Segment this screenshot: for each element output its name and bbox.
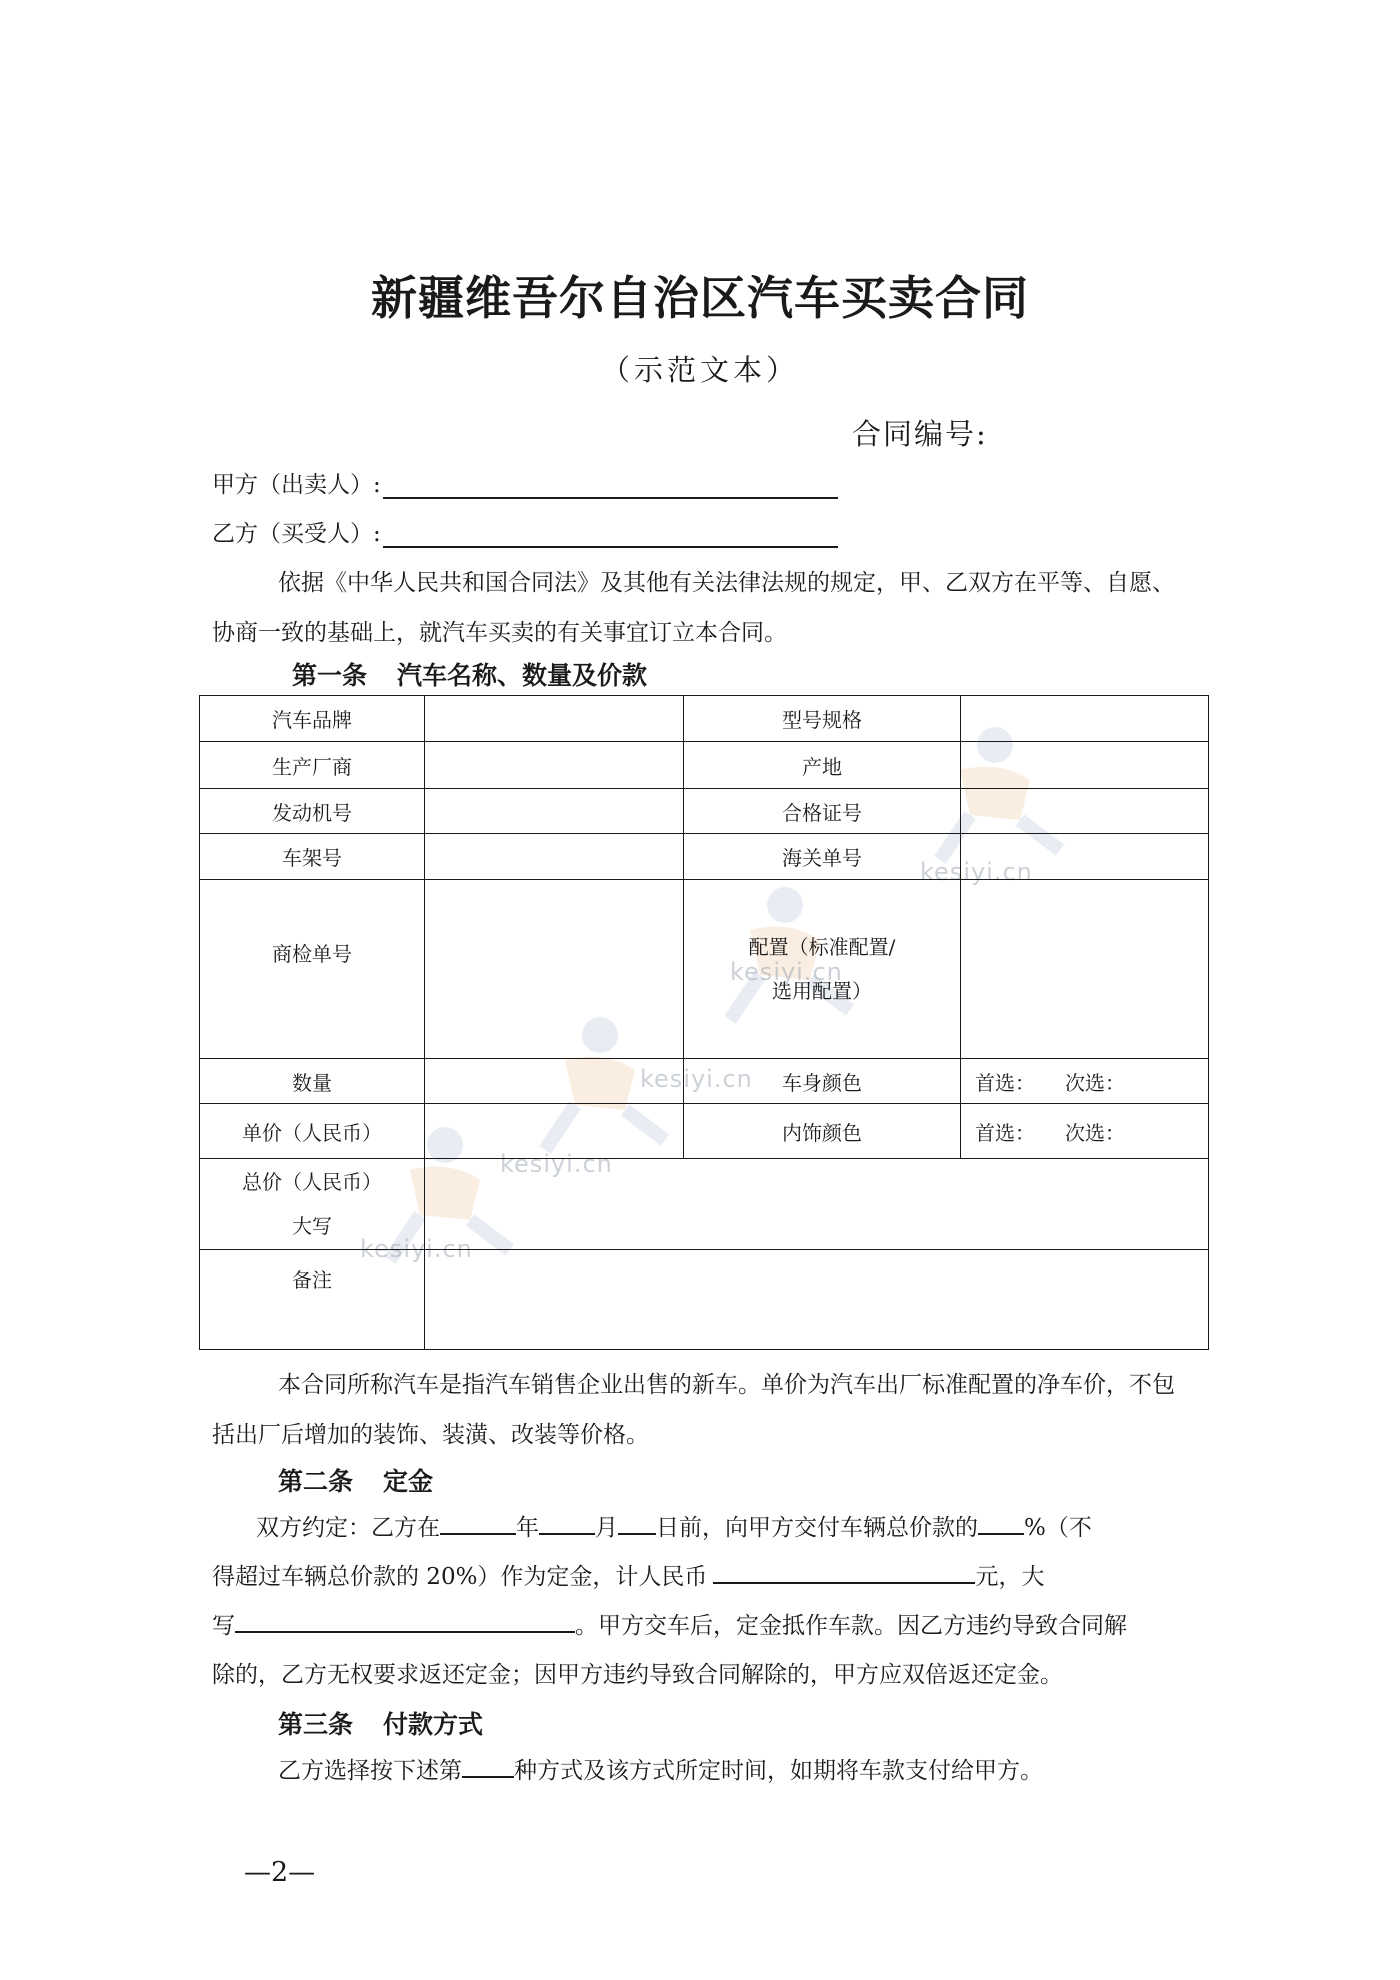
buyer-blank[interactable] — [383, 520, 838, 548]
deposit-clause-line2 — [212, 1552, 1192, 1602]
table-row — [200, 1159, 1209, 1250]
article-2-number: 第二条 — [278, 1467, 354, 1496]
table-row — [200, 1250, 1209, 1350]
deposit-day-blank[interactable] — [618, 1511, 656, 1535]
deposit-clause-line3 — [212, 1601, 1192, 1651]
article-2-heading — [278, 1462, 433, 1498]
deposit-clause-line1 — [212, 1503, 1192, 1553]
deposit-year-blank[interactable] — [440, 1511, 516, 1535]
unit-price-value-cell[interactable] — [425, 1104, 684, 1159]
deposit-text: %（不 — [1024, 1515, 1092, 1541]
deposit-text: 元，大 — [975, 1564, 1045, 1590]
frame-no-label: 车架号 — [200, 834, 425, 880]
watermark-text: kesiyi.cn — [500, 1150, 613, 1178]
seller-blank[interactable] — [383, 471, 838, 499]
buyer-label: 乙方（买受人）: — [212, 521, 381, 547]
document-title: 新疆维吾尔自治区汽车买卖合同 — [371, 271, 1029, 325]
configuration-label-line1: 配置（标准配置/ — [748, 935, 896, 959]
deposit-text: 得超过车辆总价款的 20%）作为定金，计人民币 — [212, 1564, 708, 1590]
deposit-percent-blank[interactable] — [978, 1511, 1024, 1535]
deposit-month-label: 月 — [595, 1515, 618, 1541]
table-row — [200, 789, 1209, 834]
body-color-label: 车身颜色 — [684, 1059, 961, 1104]
frame-no-value-cell[interactable] — [425, 834, 684, 880]
configuration-value-cell[interactable] — [961, 880, 1209, 1059]
page-number: —2— — [244, 1857, 316, 1888]
article-3-heading — [278, 1705, 483, 1741]
seller-label: 甲方（出卖人）: — [212, 472, 381, 498]
seller-row — [212, 466, 838, 499]
certificate-no-value-cell[interactable] — [961, 789, 1209, 834]
watermark-text: kesiyi.cn — [360, 1235, 473, 1263]
model-label: 型号规格 — [684, 696, 961, 742]
customs-no-label: 海关单号 — [684, 834, 961, 880]
article-1-number: 第一条 — [292, 661, 368, 690]
payment-text: 种方式及该方式所定时间，如期将车款支付给甲方。 — [514, 1758, 1043, 1784]
certificate-no-label: 合格证号 — [684, 789, 961, 834]
total-price-value-cell[interactable] — [425, 1159, 1209, 1250]
payment-text: 乙方选择按下述第 — [278, 1758, 462, 1784]
total-price-label — [200, 1159, 425, 1250]
payment-clause — [212, 1746, 1192, 1796]
body-color-second-label: 次选： — [1065, 1070, 1125, 1095]
article-3-name: 付款方式 — [383, 1710, 484, 1739]
configuration-label — [684, 880, 961, 1059]
table-row — [200, 742, 1209, 789]
deposit-amount-blank[interactable] — [713, 1560, 975, 1584]
buyer-row — [212, 515, 838, 548]
quantity-value-cell[interactable] — [425, 1059, 684, 1104]
total-price-label-line1: 总价（人民币） — [242, 1170, 382, 1194]
deposit-text: 写 — [212, 1613, 235, 1639]
quantity-label: 数量 — [200, 1059, 425, 1104]
deposit-text: 。甲方交车后，定金抵作车款。因乙方违约导致合同解 — [575, 1613, 1127, 1639]
unit-price-label: 单价（人民币） — [200, 1104, 425, 1159]
article-3-number: 第三条 — [278, 1710, 354, 1739]
watermark-text: kesiyi.cn — [920, 858, 1033, 886]
model-value-cell[interactable] — [961, 696, 1209, 742]
deposit-text: 日前，向甲方交付车辆总价款的 — [656, 1515, 978, 1541]
deposit-clause-line4: 除的，乙方无权要求返还定金；因甲方违约导致合同解除的，甲方应双倍返还定金。 — [212, 1662, 1063, 1688]
total-price-label-line2: 大写 — [292, 1214, 332, 1238]
manufacturer-value-cell[interactable] — [425, 742, 684, 789]
deposit-text: 双方约定：乙方在 — [256, 1515, 440, 1541]
brand-label: 汽车品牌 — [200, 696, 425, 742]
table-row — [200, 834, 1209, 880]
table-row — [200, 696, 1209, 742]
table-row — [200, 880, 1209, 1059]
remarks-value-cell[interactable] — [425, 1250, 1209, 1350]
watermark-text: kesiyi.cn — [730, 958, 843, 986]
vehicle-info-table — [199, 695, 1209, 1350]
inspection-no-value-cell[interactable] — [425, 880, 684, 1059]
inspection-no-label: 商检单号 — [200, 880, 425, 1059]
interior-color-label: 内饰颜色 — [684, 1104, 961, 1159]
configuration-label-line2: 选用配置） — [772, 979, 872, 1003]
customs-no-value-cell[interactable] — [961, 834, 1209, 880]
interior-color-value-cell[interactable] — [961, 1104, 1209, 1159]
deposit-month-blank[interactable] — [539, 1511, 595, 1535]
origin-label: 产地 — [684, 742, 961, 789]
article-1-heading — [292, 656, 647, 692]
document-subtitle: （示范文本） — [600, 353, 799, 387]
brand-value-cell[interactable] — [425, 696, 684, 742]
article-1-note: 本合同所称汽车是指汽车销售企业出售的新车。单价为汽车出厂标准配置的净车价，不包括出厂后增加的装饰、装潢、改装等价格。 — [212, 1372, 1175, 1448]
engine-no-value-cell[interactable] — [425, 789, 684, 834]
table-row — [200, 1104, 1209, 1159]
body-color-first-label: 首选： — [975, 1070, 1035, 1095]
contract-number-label: 合同编号: — [852, 417, 988, 451]
remarks-label: 备注 — [200, 1250, 425, 1350]
watermark-text: kesiyi.cn — [640, 1065, 753, 1093]
deposit-year-label: 年 — [516, 1515, 539, 1541]
interior-color-first-label: 首选： — [975, 1120, 1035, 1145]
article-2-name: 定金 — [383, 1467, 434, 1496]
deposit-amount-words-blank[interactable] — [235, 1609, 575, 1633]
manufacturer-label: 生产厂商 — [200, 742, 425, 789]
body-color-value-cell[interactable] — [961, 1059, 1209, 1104]
article-1-name: 汽车名称、数量及价款 — [397, 661, 648, 690]
intro-paragraph: 依据《中华人民共和国合同法》及其他有关法律法规的规定，甲、乙双方在平等、自愿、协商一致的基础上，就汽车买卖的有关事宜订立本合同。 — [212, 570, 1175, 646]
interior-color-second-label: 次选： — [1065, 1120, 1125, 1145]
origin-value-cell[interactable] — [961, 742, 1209, 789]
engine-no-label: 发动机号 — [200, 789, 425, 834]
table-row — [200, 1059, 1209, 1104]
payment-method-blank[interactable] — [462, 1754, 514, 1778]
